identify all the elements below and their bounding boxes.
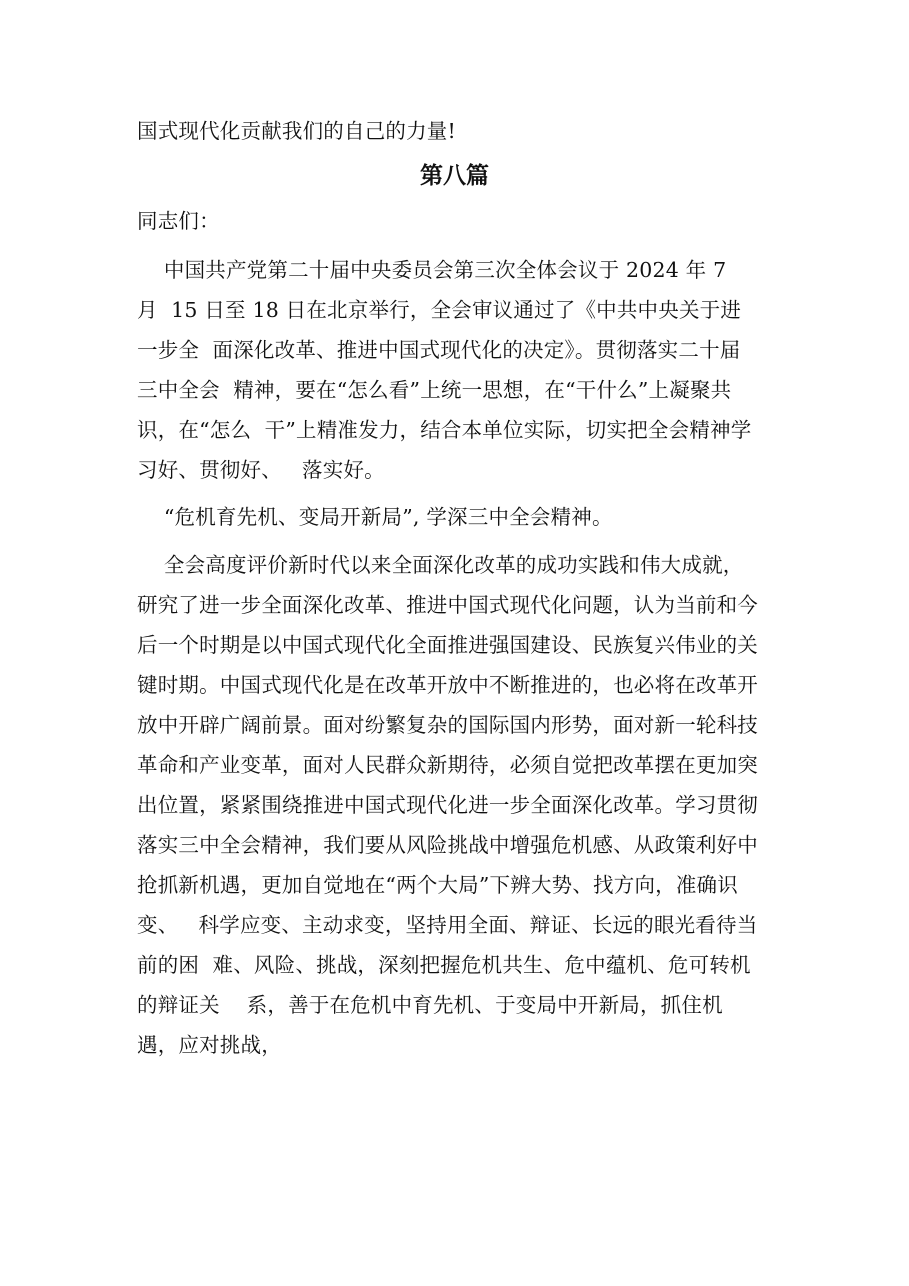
- salutation: 同志们：: [137, 209, 220, 233]
- paragraph-line: 放中开辟广阔前景。面对纷繁复杂的国际国内形势，面对新一轮科技: [137, 713, 758, 737]
- paragraph-line: 前的困 难、风险、挑战，深刻把握危机共生、危中蕴机、危可转机: [137, 953, 751, 977]
- paragraph-line: 识，在“怎么 干”上精准发力，结合本单位实际，切实把全会精神学: [137, 418, 752, 442]
- paragraph-line: 出位置，紧紧围绕推进中国式现代化进一步全面深化改革。学习贯彻: [137, 793, 758, 817]
- paragraph-line: 中国共产党第二十届中央委员会第三次全体会议于 2024 年 7: [137, 258, 727, 282]
- paragraph-line: 革命和产业变革，面对人民群众新期待，必须自觉把改革摆在更加突: [137, 753, 758, 777]
- paragraph-line: 一步全 面深化改革、推进中国式现代化的决定》。贯彻落实二十届: [137, 338, 741, 362]
- previous-section-ending: 国式现代化贡献我们的自己的力量!: [137, 119, 456, 143]
- section-subtitle: “危机育先机、变局开新局”, 学深三中全会精神。: [137, 505, 613, 529]
- section-heading: 第八篇: [420, 163, 489, 189]
- paragraph-line: 遇，应对挑战，: [137, 1033, 282, 1057]
- paragraph-line: 键时期。中国式现代化是在改革开放中不断推进的，也必将在改革开: [137, 673, 758, 697]
- paragraph-line: 三中全会 精神，要在“怎么看”上统一思想，在“干什么”上凝聚共: [137, 378, 732, 402]
- paragraph-line: 习好、贯彻好、 落实好。: [137, 458, 385, 482]
- paragraph-line: 变、 科学应变、主动求变，坚持用全面、辩证、长远的眼光看待当: [137, 913, 758, 937]
- paragraph-line: 后一个时期是以中国式现代化全面推进强国建设、民族复兴伟业的关: [137, 633, 758, 657]
- paragraph-line: 落实三中全会精神，我们要从风险挑战中增强危机感、从政策利好中: [137, 833, 758, 857]
- paragraph-line: 全会高度评价新时代以来全面深化改革的成功实践和伟大成就，: [137, 553, 744, 577]
- paragraph-line: 的辩证关 系，善于在危机中育先机、于变局中开新局，抓住机: [137, 993, 723, 1017]
- paragraph-line: 研究了进一步全面深化改革、推进中国式现代化问题，认为当前和今: [137, 593, 758, 617]
- paragraph-line: 抢抓新机遇，更加自觉地在“两个大局”下辨大势、找方向，准确识: [137, 873, 738, 897]
- paragraph-line: 月 15 日至 18 日在北京举行，全会审议通过了《中共中央关于进: [137, 298, 742, 322]
